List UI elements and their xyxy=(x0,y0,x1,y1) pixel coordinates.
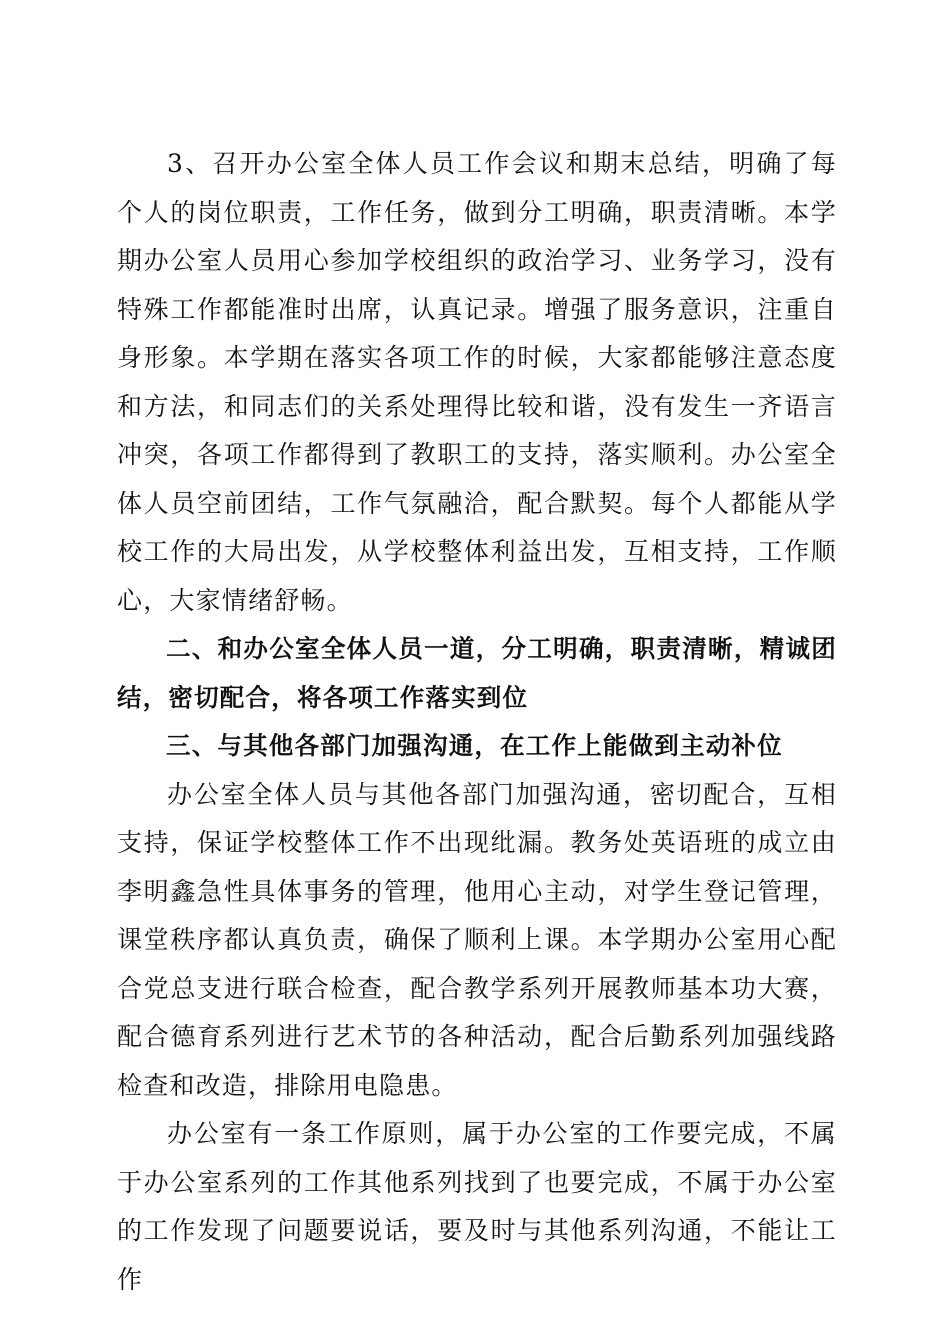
paragraph-communication: 办公室全体人员与其他各部门加强沟通，密切配合，互相支持，保证学校整体工作不出现纰漏。教务处英语班的成立由李明鑫急性具体事务的管理，他用心主动，对学生登记管理，课堂秩序都认真负责，确保了顺利上课。本学期办公室用心配合党总支进行联合检查，配合教学系列开展教师基本功大赛，配合德育系列进行艺术节的各种活动，配合后勤系列加强线路检查和改造，排除用电隐患。 xyxy=(117,779,837,1100)
document-body xyxy=(117,140,837,1304)
paragraph-item-3-summary: 3、召开办公室全体人员工作会议和期末总结，明确了每个人的岗位职责，工作任务，做到分工明确，职责清晰。本学期办公室人员用心参加学校组织的政治学习、业务学习，没有特殊工作都能准时出席，认真记录。增强了服务意识，注重自身形象。本学期在落实各项工作的时候，大家都能够注意态度和方法，和同志们的关系处理得比较和谐，没有发生一齐语言冲突，各项工作都得到了教职工的支持，落实顺利。办公室全体人员空前团结，工作气氛融洽，配合默契。每个人都能从学校工作的大局出发，从学校整体利益出发，互相支持，工作顺心，大家情绪舒畅。 xyxy=(117,149,837,615)
paragraph-work-principle: 办公室有一条工作原则，属于办公室的工作要完成，不属于办公室系列的工作其他系列找到了也要完成，不属于办公室的工作发现了问题要说话，要及时与其他系列沟通，不能让工作 xyxy=(117,1119,837,1294)
section-heading-three: 三、与其他各部门加强沟通，在工作上能做到主动补位 xyxy=(166,731,783,760)
section-heading-two: 二、和办公室全体人员一道，分工明确，职责清晰，精诚团结，密切配合，将各项工作落实到位 xyxy=(117,634,837,712)
